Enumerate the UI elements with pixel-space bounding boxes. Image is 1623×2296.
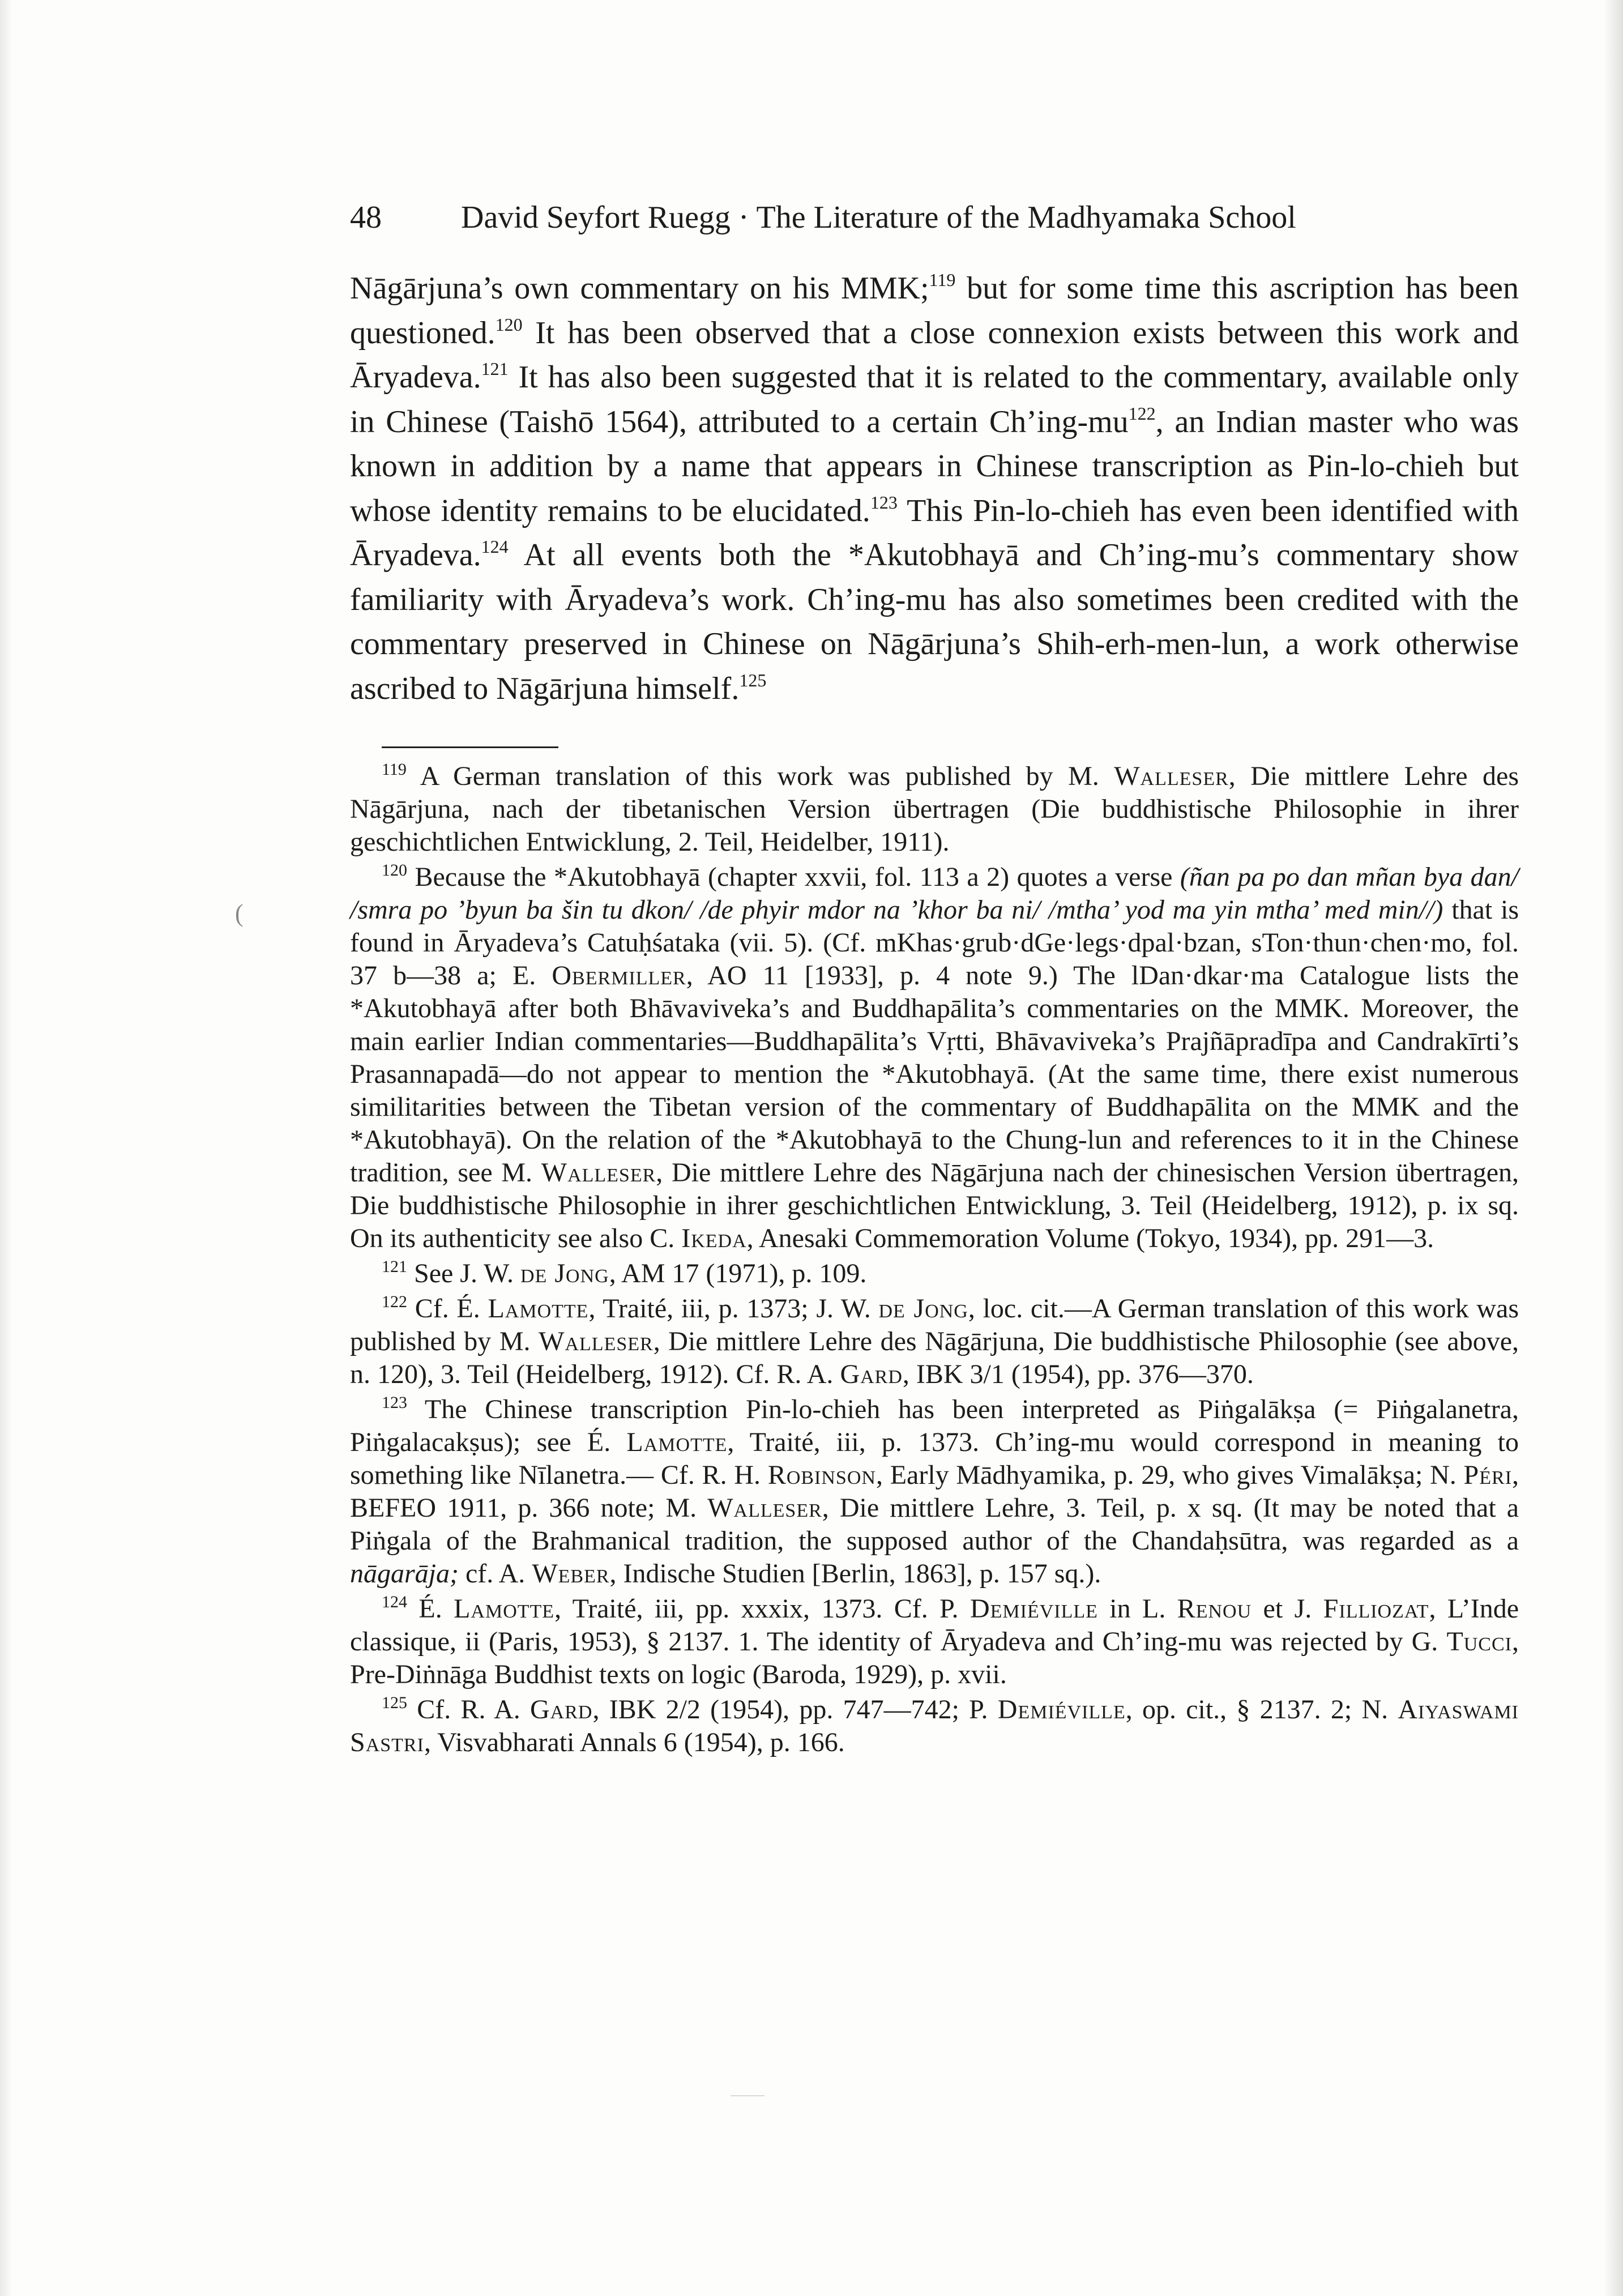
footnote-text: that is found in Āryadeva’s Catuḥśataka (vii. 5). (Cf. mKhas·grub·dGe·legs·dpal·bzan, sTon·thun·chen·mo, fol. 37 b—38 a; E. xyxy=(350,895,1519,991)
footnote-120 xyxy=(350,861,1519,1255)
margin-mark: ( xyxy=(235,899,244,927)
footnote-text: , Pre-Diṅnāga Buddhist texts on logic (Baroda, 1929), p. xvii. xyxy=(350,1627,1519,1689)
body-text-segment: It has been observed that a close connexion exists between this work and Āryadeva. xyxy=(350,315,1519,395)
footnote-122 xyxy=(350,1292,1519,1391)
footnote-text: , BEFEO 1911, p. 366 note; M. xyxy=(350,1460,1519,1523)
footnote-125 xyxy=(350,1693,1519,1759)
footnote-text: , Early Mādhyamika, p. 29, who gives Vimalākṣa; N. xyxy=(875,1460,1464,1490)
page-right-shadow xyxy=(1604,0,1623,2296)
footnote-text: , Visvabharati Annals 6 (1954), p. 166. xyxy=(424,1727,845,1757)
footnote-ref-120[interactable]: 120 xyxy=(495,314,523,335)
footnote-text: A German translation of this work was published by M. xyxy=(420,761,1114,791)
footnote-number: 124 xyxy=(382,1593,407,1611)
footnote-ref-121[interactable]: 121 xyxy=(481,359,509,379)
footnote-text: , loc. cit.—A German translation of this work was published by M. xyxy=(350,1294,1519,1356)
author-name: Walleser xyxy=(541,1158,656,1188)
footnotes xyxy=(350,760,1519,1761)
author-name: Ikeda xyxy=(681,1223,747,1253)
footnote-text: See J. W. xyxy=(414,1258,521,1288)
footnote-ref-123[interactable]: 123 xyxy=(870,492,898,513)
footnote-text: , Traité, iii, p. 1373. Ch’ing-mu would correspond in meaning to something like Nīlanetra.— Cf. R. H. xyxy=(350,1427,1519,1490)
footnote-119 xyxy=(350,760,1519,859)
footnote-number: 122 xyxy=(382,1292,407,1311)
footnote-text: , op. cit., § 2137. 2; N. xyxy=(1125,1695,1398,1725)
footnote-text: Cf. R. A. xyxy=(417,1695,530,1725)
author-name: Filliozat xyxy=(1323,1594,1429,1624)
footnote-text: Cf. É. xyxy=(415,1294,488,1324)
footnote-number: 123 xyxy=(382,1393,407,1412)
author-name: Renou xyxy=(1177,1594,1252,1624)
body-text-segment: Nāgārjuna’s own commentary on his MMK; xyxy=(350,271,929,306)
author-name: Tucci xyxy=(1446,1627,1512,1657)
footnote-text: cf. A. xyxy=(459,1559,532,1589)
running-header xyxy=(350,195,1386,240)
author-name: Lamotte xyxy=(626,1427,728,1457)
footnote-text: et J. xyxy=(1252,1594,1323,1624)
main-paragraph xyxy=(350,266,1519,711)
footnote-text: , Die mittlere Lehre des Nāgārjuna nach der chinesischen Version übertragen, Die buddhistische Philosophie in ihrer geschichtlichen Entwicklung, 3. Teil (Heidelberg, 1912), p. ix sq. On its authenticity see also C. xyxy=(350,1158,1519,1253)
footnote-separator xyxy=(382,746,558,748)
author-name: Lamotte xyxy=(454,1594,555,1624)
author-name: de Jong xyxy=(520,1258,609,1288)
footnote-text: in L. xyxy=(1097,1594,1177,1624)
page-left-shadow xyxy=(0,0,12,2296)
footnote-text: , Indische Studien [Berlin, 1863], p. 157 sq.). xyxy=(609,1559,1101,1589)
author-name: Gard xyxy=(530,1695,593,1725)
body-text-segment: , an Indian master who was known in addition by a name that appears in Chinese transcription as Pin-lo-chieh but whose identity remains to be elucidated. xyxy=(350,404,1519,528)
author-name: Walleser xyxy=(539,1326,654,1356)
footnote-text: , IBK 3/1 (1954), pp. 376—370. xyxy=(902,1359,1254,1389)
author-name: Demiéville xyxy=(997,1695,1126,1725)
footnote-number: 125 xyxy=(382,1693,407,1712)
footnote-text: The Chinese transcription Pin-lo-chieh has been interpreted as Piṅgalākṣa (= Piṅgalanetra, Piṅgalacakṣus); see É. xyxy=(350,1394,1519,1457)
footnote-ref-124[interactable]: 124 xyxy=(481,536,509,557)
footnote-text: Because the *Akutobhayā (chapter xxvii, fol. 113 a 2) quotes a verse xyxy=(415,862,1180,892)
author-name: Walleser xyxy=(1114,761,1229,791)
author-name: Gard xyxy=(840,1359,903,1389)
footnote-text: , Die mittlere Lehre, 3. Teil, p. x sq. (It may be noted that a Piṅgala of the Brahmanical tradition, the supposed author of the Chandaḥsūtra, was regarded as a xyxy=(350,1493,1519,1556)
footnote-text: , AO 11 [1933], p. 4 note 9.) The lDan·dkar·ma Catalogue lists the *Akutobhayā after both Bhāvaviveka’s and Buddhapālita’s commentaries on the MMK. Moreover, the main earlier Indian commentaries—Buddhapālita’s Vṛtti, Bhāvaviveka’s Prajñāpradīpa and Candrakīrti’s Prasannapadā—do not appear to mention the *Akutobhayā. (At the same time, there exist numerous similitarities between the Tibetan version of the commentary of Buddhapālita on the MMK and the *Akutobhayā). On the relation of the *Akutobhayā to the Chung-lun and references to it in the Chinese tradition, see M. xyxy=(350,961,1519,1188)
footnote-121 xyxy=(350,1257,1519,1290)
footnote-text: , IBK 2/2 (1954), pp. 747—742; P. xyxy=(592,1695,998,1725)
author-name: Aiyaswami Sastri xyxy=(350,1695,1519,1757)
footnote-number: 121 xyxy=(382,1257,407,1276)
italic-term: nāgarāja; xyxy=(350,1559,459,1589)
footnote-124 xyxy=(350,1593,1519,1691)
footnote-text: , Anesaki Commemoration Volume (Tokyo, 1934), pp. 291—3. xyxy=(746,1223,1434,1253)
body-text-segment: This Pin-lo-chieh has even been identified with Āryadeva. xyxy=(350,493,1519,573)
page-number: 48 xyxy=(350,200,382,235)
footnote-text: É. xyxy=(418,1594,454,1624)
footnote-text: , Die mittlere Lehre des Nāgārjuna, nach der tibetanischen Version übertragen (Die buddhistische Philosophie in ihrer geschichtlichen Entwicklung, 2. Teil, Heidelber, 1911). xyxy=(350,761,1519,857)
footnote-ref-119[interactable]: 119 xyxy=(929,270,956,290)
footnote-text: , Traité, iii, p. 1373; J. W. xyxy=(588,1294,879,1324)
footnote-123 xyxy=(350,1393,1519,1590)
author-name: Demiéville xyxy=(969,1594,1098,1624)
body-text-segment: but for some time this ascription has been questioned. xyxy=(350,271,1519,351)
body-text-segment: It has also been suggested that it is related to the commentary, available only in Chinese (Taishō 1564), attributed to a certain Ch’ing-mu xyxy=(350,360,1519,439)
author-name: Walleser xyxy=(707,1493,822,1523)
footnote-number: 120 xyxy=(382,861,407,880)
footnote-number: 119 xyxy=(382,760,407,779)
author-name: Robinson xyxy=(767,1460,876,1490)
footnote-ref-122[interactable]: 122 xyxy=(1128,403,1156,424)
tibetan-verse: (ñan pa po dan mñan bya dan/ /smra po ’byun ba šin tu dkon/ /de phyir mdor na ’khor ba ni/ /mtha’ yod ma yin mtha’ med min//) xyxy=(350,862,1519,925)
author-name: de Jong xyxy=(878,1294,968,1324)
author-name: Péri xyxy=(1463,1460,1513,1490)
running-title: David Seyfort Ruegg · The Literature of the Madhyamaka School xyxy=(461,200,1296,235)
footnote-text: , L’Inde classique, ii (Paris, 1953), § 2137. 1. The identity of Āryadeva and Ch’ing-mu was rejected by G. xyxy=(350,1594,1519,1657)
author-name: Obermiller xyxy=(552,961,686,991)
footnote-text: , AM 17 (1971), p. 109. xyxy=(609,1258,867,1288)
author-name: Lamotte xyxy=(488,1294,589,1324)
footnote-text: , Traité, iii, pp. xxxix, 1373. Cf. P. xyxy=(554,1594,970,1624)
footnote-ref-125[interactable]: 125 xyxy=(739,669,767,690)
body-text-segment: At all events both the *Akutobhayā and Ch’ing-mu’s commentary show familiarity with Āryadeva’s work. Ch’ing-mu has also sometimes been credited with the commentary preserved in Chinese on Nāgārjuna’s Shih-erh-men-lun, a work otherwise ascribed to Nāgārjuna himself. xyxy=(350,537,1519,706)
footnote-text: , Die mittlere Lehre des Nāgārjuna, Die buddhistische Philosophie (see above, n. 120), 3. Teil (Heidelberg, 1912). Cf. R. A. xyxy=(350,1326,1519,1389)
author-name: Weber xyxy=(532,1559,610,1589)
